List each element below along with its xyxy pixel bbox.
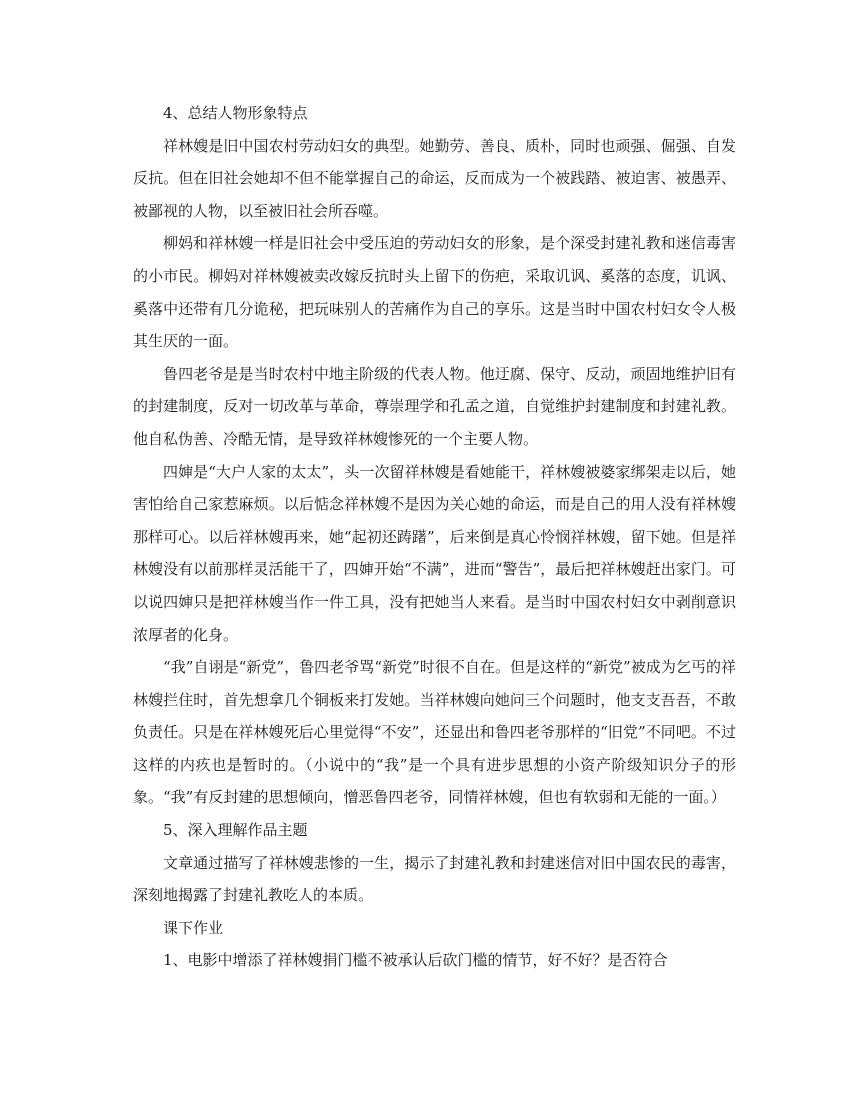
section-heading-theme: 5、深入理解作品主题 bbox=[163, 821, 308, 840]
document-body bbox=[133, 97, 736, 977]
paragraph-narrator: “我”自诩是“新党”，鲁四老爷骂“新党”时很不自在。但是这样的“新党”被成为乞丐的祥林嫂拦住时，首先想拿几个铜板来打发她。当祥林嫂向她问三个问题时，他支支吾吾，不敢负责任。只是在祥林嫂死后心里觉得“不安”，还显出和鲁四老爷那样的“旧党”不同吧。不过这样的内疚也是暂时的。（小说中的“我”是一个具有进步思想的小资产阶级知识分子的形象。“我”有反封建的思想倾向，憎恶鲁四老爷，同情祥林嫂，但也有软弱和无能的一面。） bbox=[133, 658, 736, 807]
paragraph-lu-silaoye: 鲁四老爷是是当时农村中地主阶级的代表人物。他迂腐、保守、反动，顽固地维护旧有的封建制度，反对一切改革与革命，尊崇理学和孔孟之道，自觉维护封建制度和封建礼教。他自私伪善、冷酷无情，是导致祥林嫂惨死的一个主要人物。 bbox=[133, 364, 736, 448]
paragraph-theme: 文章通过描写了祥林嫂悲惨的一生，揭示了封建礼教和封建迷信对旧中国农民的毒害，深刻地揭露了封建礼教吃人的本质。 bbox=[133, 853, 736, 905]
paragraph-xianglinsao: 祥林嫂是旧中国农村劳动妇女的典型。她勤劳、善良、质朴，同时也顽强、倔强、自发反抗。但在旧社会她却不但不能掌握自己的命运，反而成为一个被践踏、被迫害、被愚弄、被鄙视的人物，以至被旧社会所吞噬。 bbox=[133, 136, 736, 220]
section-heading-character-traits: 4、总结人物形象特点 bbox=[163, 104, 308, 122]
homework-question-1: 1、电影中增添了祥林嫂捐门槛不被承认后砍门槛的情节，好不好？是否符合 bbox=[163, 951, 668, 970]
paragraph-liuma: 柳妈和祥林嫂一样是旧社会中受压迫的劳动妇女的形象，是个深受封建礼教和迷信毒害的小市民。柳妈对祥林嫂被卖改嫁反抗时头上留下的伤疤，采取讥讽、奚落的态度，讥讽、奚落中还带有几分诡秘，把玩味别人的苦痛作为自己的享乐。这是当时中国农村妇女令人极其生厌的一面。 bbox=[133, 234, 736, 351]
section-heading-homework: 课下作业 bbox=[163, 918, 224, 937]
paragraph-sishen: 四婶是“大户人家的太太”，头一次留祥林嫂是看她能干，祥林嫂被婆家绑架走以后，她害怕给自己家惹麻烦。以后惦念祥林嫂不是因为关心她的命运，而是自己的用人没有祥林嫂那样可心。以后祥林嫂再来，她“起初还踌躇”，后来倒是真心怜悯祥林嫂，留下她。但是祥林嫂没有以前那样灵活能干了，四婶开始“不满”，进而“警告”，最后把祥林嫂赶出家门。可以说四婶只是把祥林嫂当作一件工具，没有把她当人来看。是当时中国农村妇女中剥削意识浓厚者的化身。 bbox=[133, 462, 736, 644]
